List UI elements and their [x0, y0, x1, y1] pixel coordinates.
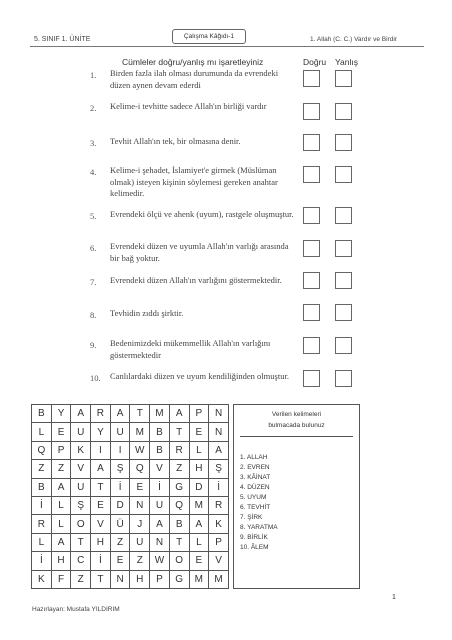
word-list [240, 453, 278, 553]
true-checkbox[interactable] [303, 207, 320, 224]
grid-cell[interactable]: B [32, 478, 52, 496]
question-text: Birden fazla ilah olması durumunda da evrendeki düzen aynen devam ederdi [110, 68, 279, 90]
grid-cell[interactable]: İ [150, 478, 170, 496]
false-checkbox[interactable] [335, 240, 352, 257]
grid-row [32, 552, 229, 570]
grid-cell[interactable]: R [209, 496, 229, 514]
grid-row [32, 405, 229, 423]
grid-cell[interactable]: K [209, 515, 229, 533]
grid-cell[interactable]: O [169, 552, 189, 570]
word-list-item: 1. ALLAH [240, 454, 268, 461]
grid-cell[interactable]: T [169, 533, 189, 551]
header-topic: 1. Allah (C. C.) Vardır ve Birdir [310, 36, 397, 43]
true-checkbox[interactable] [303, 304, 320, 321]
true-checkbox[interactable] [303, 370, 320, 387]
word-list-item: 8. YARATMA [240, 524, 278, 531]
grid-cell[interactable]: L [189, 441, 209, 459]
word-list-item: 4. DÜZEN [240, 484, 270, 491]
question-number: 10. [90, 373, 101, 383]
header-worksheet-title: Çalışma Kâğıdı-1 [172, 29, 246, 44]
grid-cell[interactable]: P [209, 533, 229, 551]
grid-cell[interactable]: M [150, 405, 170, 423]
word-search-grid [31, 404, 229, 589]
grid-row [32, 441, 229, 459]
grid-cell[interactable]: W [150, 552, 170, 570]
grid-cell[interactable]: İ [110, 478, 130, 496]
grid-cell[interactable]: Q [130, 460, 150, 478]
word-list-title [234, 410, 359, 431]
grid-cell[interactable]: İ [91, 552, 111, 570]
grid-cell[interactable]: A [51, 478, 71, 496]
grid-cell[interactable]: İ [32, 552, 52, 570]
grid-cell[interactable]: U [110, 423, 130, 441]
word-list-item: 9. BİRLİK [240, 534, 268, 541]
footer-author: Hazırlayan: Mustafa YILDIRIM [32, 606, 120, 613]
false-checkbox[interactable] [335, 370, 352, 387]
grid-cell[interactable]: I [91, 441, 111, 459]
grid-cell[interactable]: A [110, 405, 130, 423]
grid-cell[interactable]: P [189, 405, 209, 423]
grid-row [32, 423, 229, 441]
false-checkbox[interactable] [335, 103, 352, 120]
grid-cell[interactable]: O [71, 515, 91, 533]
false-checkbox[interactable] [335, 134, 352, 151]
question-number: 3. [90, 138, 97, 148]
grid-cell[interactable]: N [209, 423, 229, 441]
grid-cell[interactable]: N [110, 570, 130, 588]
grid-cell[interactable]: V [71, 460, 91, 478]
grid-cell[interactable]: Z [32, 460, 52, 478]
grid-cell[interactable]: L [51, 515, 71, 533]
grid-cell[interactable]: N [209, 405, 229, 423]
grid-cell[interactable]: B [169, 515, 189, 533]
grid-cell[interactable]: M [209, 570, 229, 588]
grid-cell[interactable]: L [51, 496, 71, 514]
true-checkbox[interactable] [303, 103, 320, 120]
true-checkbox[interactable] [303, 272, 320, 289]
true-checkbox[interactable] [303, 240, 320, 257]
grid-cell[interactable]: W [130, 441, 150, 459]
false-checkbox[interactable] [335, 304, 352, 321]
question-text: Tevhit Allah'ın tek, bir olmasına denir. [110, 136, 241, 146]
question-text: Evrendeki düzen Allah'ın varlığını göstermektedir. [110, 275, 282, 285]
grid-cell[interactable]: A [169, 405, 189, 423]
grid-cell[interactable]: I [110, 441, 130, 459]
word-list-item: 10. ÂLEM [240, 544, 269, 551]
grid-cell[interactable]: Ş [209, 460, 229, 478]
grid-cell[interactable]: A [51, 533, 71, 551]
grid-row [32, 460, 229, 478]
grid-cell[interactable]: R [169, 441, 189, 459]
grid-cell[interactable]: Z [51, 460, 71, 478]
question-text: Kelime-i tevhitte sadece Allah'ın birliği vardır [110, 101, 267, 111]
grid-cell[interactable]: F [51, 570, 71, 588]
grid-cell[interactable]: H [51, 552, 71, 570]
word-list-title-line: Verilen kelimeleri [271, 411, 322, 418]
page-number: 1 [392, 594, 396, 601]
instruction-text: Cümleler doğru/yanlış mı işaretleyiniz [122, 57, 264, 67]
grid-cell[interactable]: M [130, 423, 150, 441]
true-checkbox[interactable] [303, 70, 320, 87]
grid-cell[interactable]: V [209, 552, 229, 570]
question-number: 4. [90, 167, 97, 177]
grid-cell[interactable]: J [130, 515, 150, 533]
grid-cell[interactable]: M [189, 570, 209, 588]
grid-cell[interactable]: Q [169, 496, 189, 514]
grid-cell[interactable]: İ [209, 478, 229, 496]
question-number: 6. [90, 243, 97, 253]
grid-cell[interactable]: Z [71, 570, 91, 588]
question-text: Canlılardaki düzen ve uyum kendiliğinden olmuştur. [110, 371, 289, 381]
grid-row [32, 570, 229, 588]
grid-cell[interactable]: Ü [110, 515, 130, 533]
question-number: 5. [90, 211, 97, 221]
grid-cell[interactable]: V [91, 515, 111, 533]
question-text: Bedenimizdeki mükemmellik Allah'ın varlığını göstermektedir [110, 338, 271, 360]
grid-row [32, 515, 229, 533]
word-list-item: 6. TEVHİT [240, 504, 271, 511]
grid-cell[interactable]: L [32, 423, 52, 441]
grid-cell[interactable]: T [91, 478, 111, 496]
word-list-item: 7. ŞİRK [240, 514, 263, 521]
grid-cell[interactable]: C [71, 552, 91, 570]
grid-cell[interactable]: A [150, 515, 170, 533]
grid-cell[interactable]: E [51, 423, 71, 441]
false-checkbox[interactable] [335, 337, 352, 354]
grid-cell[interactable]: G [169, 570, 189, 588]
grid-cell[interactable]: Z [130, 552, 150, 570]
grid-cell[interactable]: A [91, 460, 111, 478]
grid-cell[interactable]: U [71, 478, 91, 496]
grid-cell[interactable]: B [32, 405, 52, 423]
grid-cell[interactable]: P [150, 570, 170, 588]
header-divider [30, 46, 424, 47]
grid-cell[interactable]: N [150, 533, 170, 551]
grid-cell[interactable]: R [91, 405, 111, 423]
grid-cell[interactable]: V [150, 460, 170, 478]
grid-cell[interactable]: T [91, 570, 111, 588]
grid-cell[interactable]: U [71, 423, 91, 441]
grid-cell[interactable]: M [189, 496, 209, 514]
grid-row [32, 496, 229, 514]
grid-cell[interactable]: K [32, 570, 52, 588]
question-number: 2. [90, 103, 97, 113]
false-checkbox[interactable] [335, 272, 352, 289]
grid-cell[interactable]: H [130, 570, 150, 588]
word-list-item: 2. EVREN [240, 464, 270, 471]
word-list-divider [240, 436, 353, 437]
grid-cell[interactable]: R [32, 515, 52, 533]
column-header-dogru: Doğru [303, 57, 327, 67]
grid-cell[interactable]: T [71, 533, 91, 551]
grid-cell[interactable]: A [209, 441, 229, 459]
grid-cell[interactable]: E [189, 552, 209, 570]
grid-row [32, 478, 229, 496]
grid-cell[interactable]: H [189, 460, 209, 478]
false-checkbox[interactable] [335, 70, 352, 87]
question-text: Evrendeki ölçü ve ahenk (uyum), rastgele oluşmuştur. [110, 209, 294, 219]
grid-cell[interactable]: A [71, 405, 91, 423]
question-number: 1. [90, 70, 97, 80]
grid-cell[interactable]: Ş [110, 460, 130, 478]
true-checkbox[interactable] [303, 166, 320, 183]
question-text: Tevhidin zıddı şirktir. [110, 308, 184, 318]
question-text: Kelime-i şehadet, İslamiyet'e girmek (Müslüman olmak) isteyen kişinin söylemesi gereken anahtar kelimedir. [110, 165, 278, 198]
header-unit: 5. SINIF 1. ÜNİTE [34, 36, 91, 43]
grid-cell[interactable]: N [130, 496, 150, 514]
question-number: 7. [90, 277, 97, 287]
grid-cell[interactable]: Y [51, 405, 71, 423]
grid-cell[interactable]: P [51, 441, 71, 459]
grid-cell[interactable]: E [91, 496, 111, 514]
grid-cell[interactable]: Z [110, 533, 130, 551]
grid-cell[interactable]: E [130, 478, 150, 496]
grid-cell[interactable]: L [189, 533, 209, 551]
grid-row [32, 533, 229, 551]
grid-cell[interactable]: E [110, 552, 130, 570]
grid-cell[interactable]: B [150, 423, 170, 441]
grid-cell[interactable]: E [189, 423, 209, 441]
grid-cell[interactable]: G [169, 478, 189, 496]
grid-cell[interactable]: D [110, 496, 130, 514]
grid-cell[interactable]: Q [32, 441, 52, 459]
question-number: 9. [90, 340, 97, 350]
grid-cell[interactable]: İ [32, 496, 52, 514]
grid-cell[interactable]: T [169, 423, 189, 441]
grid-cell[interactable]: A [189, 515, 209, 533]
question-text: Evrendeki düzen ve uyumla Allah'ın varlığı arasında bir bağ yoktur. [110, 241, 289, 263]
grid-cell[interactable]: U [150, 496, 170, 514]
grid-cell[interactable]: U [130, 533, 150, 551]
grid-cell[interactable]: T [130, 405, 150, 423]
grid-cell[interactable]: B [150, 441, 170, 459]
word-list-item: 3. KÂİNAT [240, 474, 271, 481]
grid-cell[interactable]: D [189, 478, 209, 496]
word-list-box [233, 404, 360, 589]
false-checkbox[interactable] [335, 207, 352, 224]
question-number: 8. [90, 310, 97, 320]
true-checkbox[interactable] [303, 134, 320, 151]
column-header-yanlis: Yanlış [335, 57, 358, 67]
grid-cell[interactable]: L [32, 533, 52, 551]
true-checkbox[interactable] [303, 337, 320, 354]
grid-cell[interactable]: K [71, 441, 91, 459]
word-list-item: 5. UYUM [240, 494, 267, 501]
grid-cell[interactable]: Ş [71, 496, 91, 514]
false-checkbox[interactable] [335, 166, 352, 183]
grid-cell[interactable]: H [91, 533, 111, 551]
grid-cell[interactable]: Z [169, 460, 189, 478]
word-list-title-line: bulmacada bulunuz [268, 421, 325, 429]
grid-cell[interactable]: Y [91, 423, 111, 441]
